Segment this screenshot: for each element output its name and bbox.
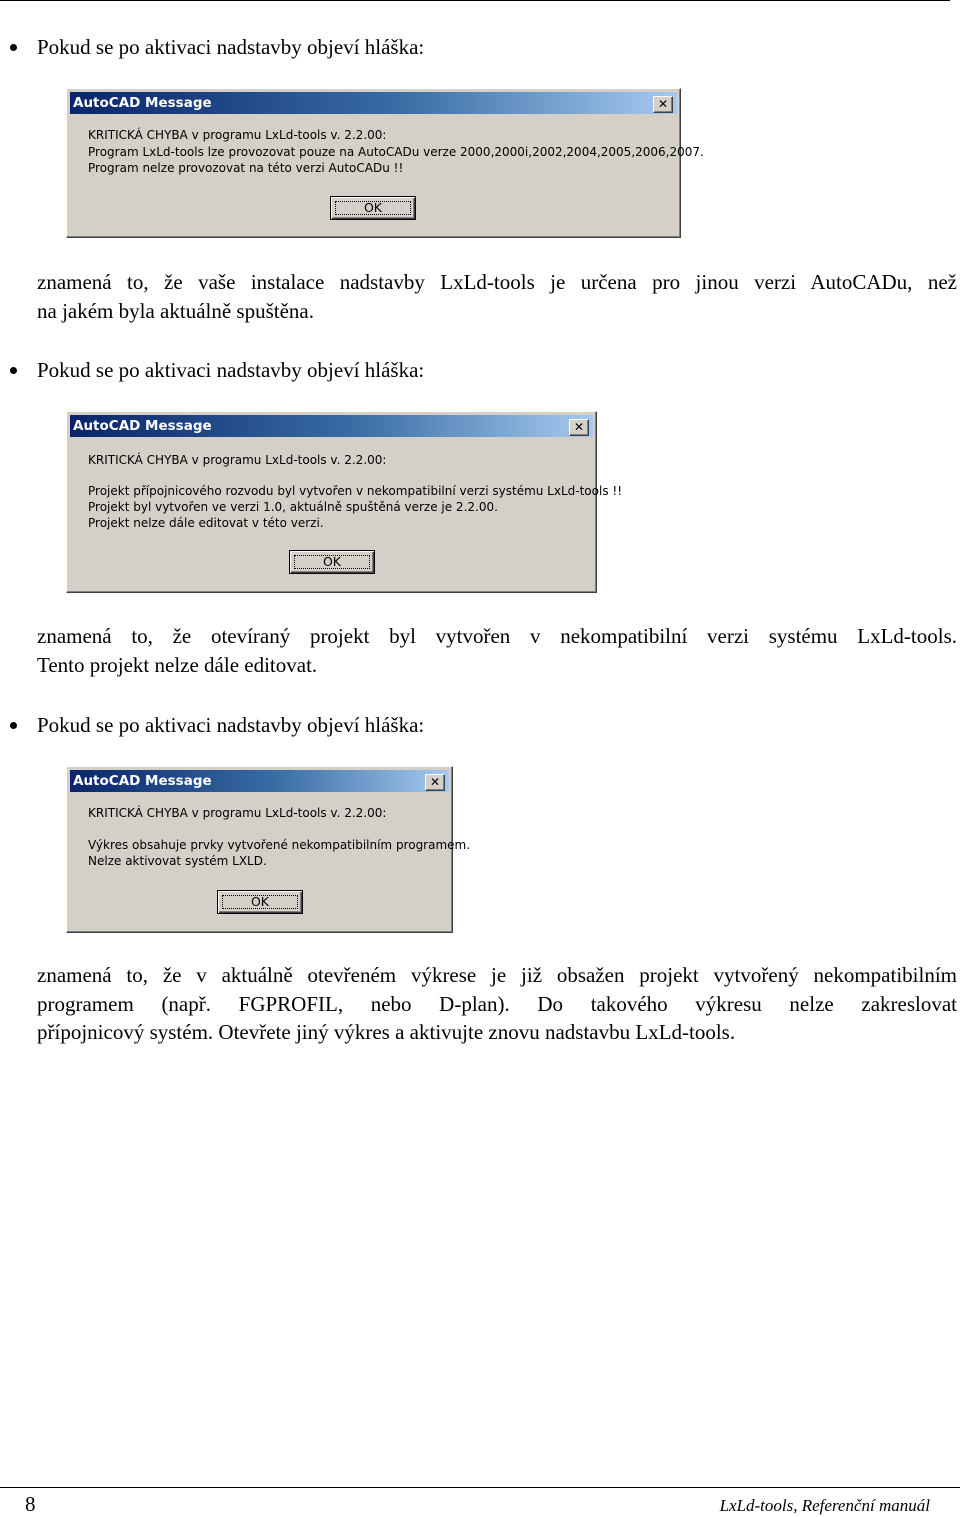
dialog-title: AutoCAD Message xyxy=(70,415,593,437)
autocad-message-dialog-1 xyxy=(66,88,704,238)
text-line: znamená to, že v aktuálně otevřeném výkrese je již obsažen projekt vytvořený nekompatibilním xyxy=(37,963,957,987)
bullet-text: Pokud se po aktivaci nadstavby objeví hláška: xyxy=(37,358,425,382)
message-line: Výkres obsahuje prvky vytvořené nekompatibilním programem. xyxy=(88,838,471,852)
message-line: Projekt přípojnicového rozvodu byl vytvořen v nekompatibilní verzi systému LxLd-tools !! xyxy=(88,484,623,498)
dialog-title: AutoCAD Message xyxy=(70,770,449,792)
ok-button[interactable]: OK xyxy=(217,890,303,914)
message-line: KRITICKÁ CHYBA v programu LxLd-tools v. 2.2.00: xyxy=(88,806,387,820)
message-line: KRITICKÁ CHYBA v programu LxLd-tools v. 2.2.00: xyxy=(88,128,387,142)
bullet-icon xyxy=(10,44,17,51)
close-icon[interactable]: ✕ xyxy=(653,96,673,113)
message-line: KRITICKÁ CHYBA v programu LxLd-tools v. 2.2.00: xyxy=(88,453,387,467)
message-line: Projekt nelze dále editovat v této verzi. xyxy=(88,516,324,530)
ok-button[interactable]: OK xyxy=(289,550,375,574)
text-line: znamená to, že vaše instalace nadstavby LxLd-tools je určena pro jinou verzi AutoCADu, než xyxy=(37,270,957,294)
explanation-paragraph-3 xyxy=(37,961,957,1047)
explanation-paragraph-1 xyxy=(37,268,957,325)
bullet-text: Pokud se po aktivaci nadstavby objeví hláška: xyxy=(37,35,425,59)
text-line: programem (např. FGPROFIL, nebo D-plan). Do takového výkresu nelze zakreslovat xyxy=(37,991,957,1016)
bullet-icon xyxy=(10,722,17,729)
message-line: Program nelze provozovat na této verzi AutoCADu !! xyxy=(88,161,404,175)
text-line: přípojnicový systém. Otevřete jiný výkres a aktivujte znovu nadstavbu LxLd-tools. xyxy=(37,1020,736,1044)
text-line: na jakém byla aktuálně spuštěna. xyxy=(37,298,314,323)
message-line: Program LxLd-tools lze provozovat pouze na AutoCADu verze 2000,2000i,2002,2004,2005,2006,2007. xyxy=(88,145,704,159)
footer-title: LxLd-tools, Referenční manuál xyxy=(719,1496,930,1515)
page-number: 8 xyxy=(25,1492,36,1516)
text-line: znamená to, že otevíraný projekt byl vytvořen v nekompatibilní verzi systému LxLd-tools. xyxy=(37,624,957,648)
autocad-message-dialog-2 xyxy=(66,411,623,593)
close-icon[interactable]: ✕ xyxy=(425,774,445,791)
ok-button[interactable]: OK xyxy=(330,196,416,220)
explanation-paragraph-2 xyxy=(37,622,957,679)
message-line: Nelze aktivovat systém LXLD. xyxy=(88,854,267,868)
close-icon[interactable]: ✕ xyxy=(569,419,589,436)
top-rule xyxy=(0,0,950,1)
footer-rule xyxy=(0,1487,960,1488)
text-line: Tento projekt nelze dále editovat. xyxy=(37,652,318,677)
bullet-text: Pokud se po aktivaci nadstavby objeví hláška: xyxy=(37,713,425,737)
autocad-message-dialog-3 xyxy=(66,766,471,933)
message-line: Projekt byl vytvořen ve verzi 1.0, aktuálně spuštěná verze je 2.2.00. xyxy=(88,500,498,514)
dialog-title: AutoCAD Message xyxy=(70,92,677,114)
bullet-icon xyxy=(10,367,17,374)
